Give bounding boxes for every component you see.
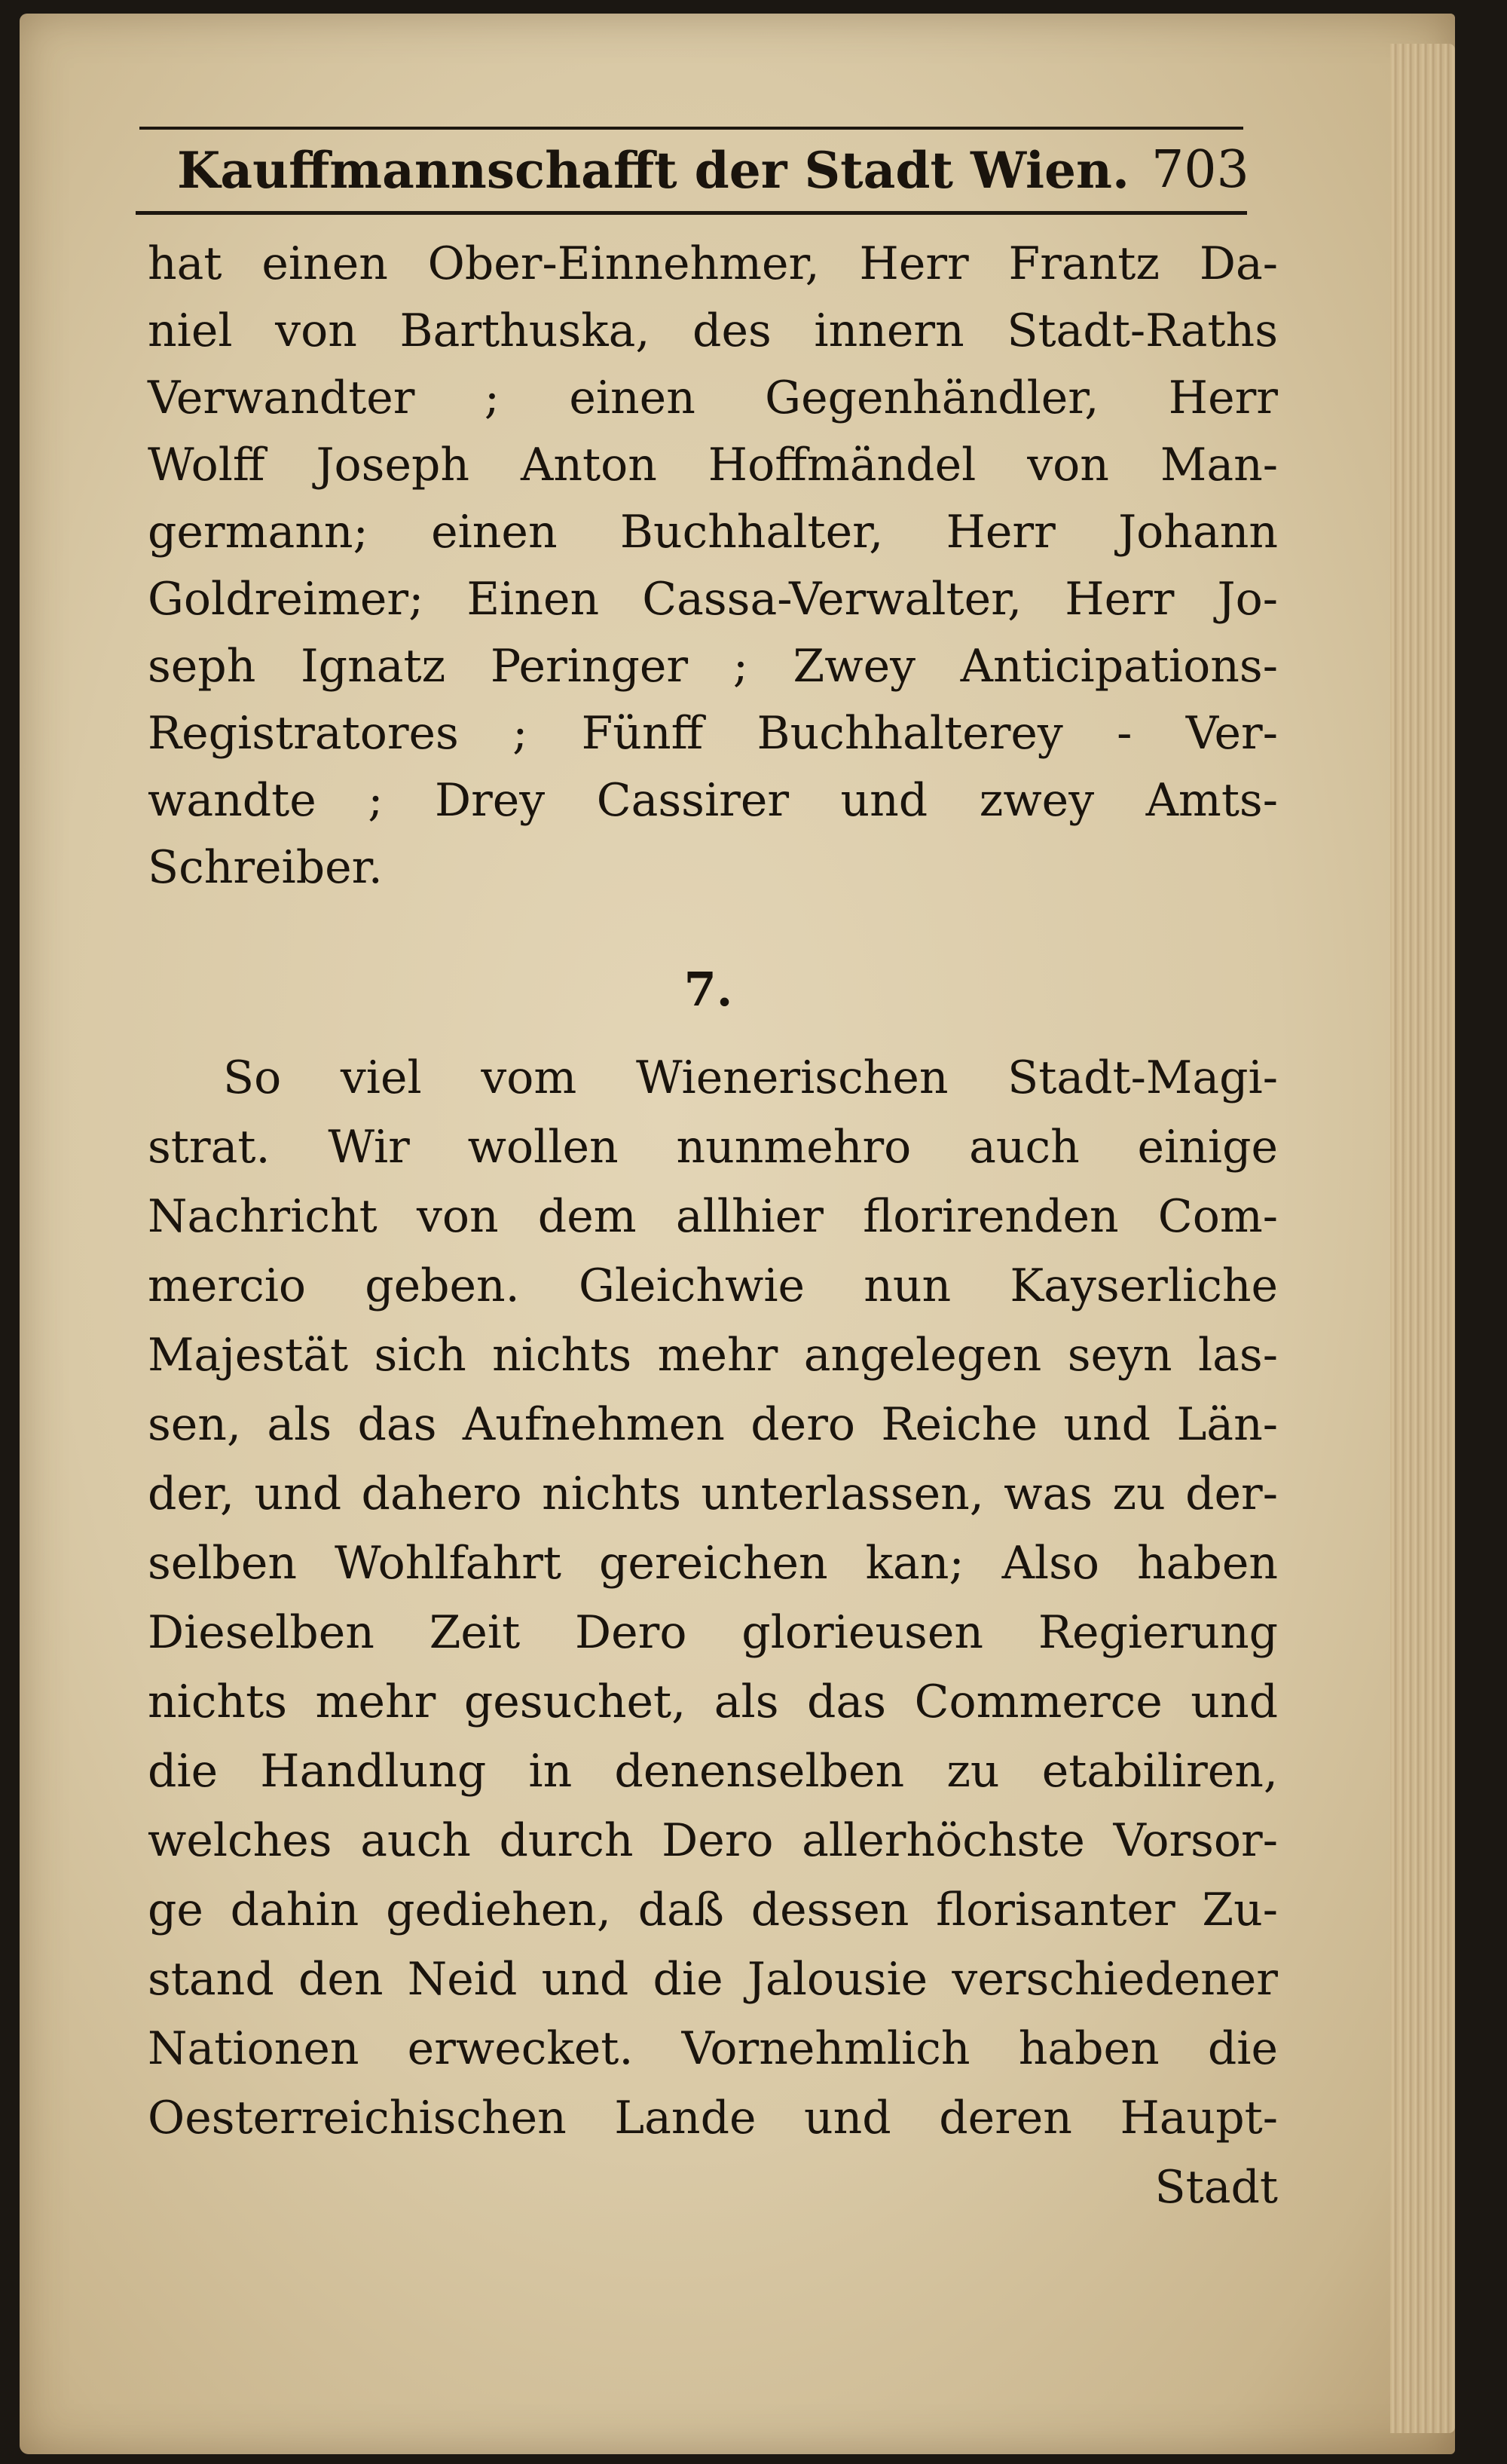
text-line: ge dahin gediehen, daß dessen florisanter Zu- bbox=[148, 1884, 1278, 1936]
text-line: Schreiber. bbox=[148, 841, 383, 894]
text-line: welches auch durch Dero allerhöchste Vorsor- bbox=[148, 1814, 1278, 1867]
text-line: Goldreimer; Einen Cassa-Verwalter, Herr Jo- bbox=[148, 573, 1278, 626]
running-head: Kauffmannschafft der Stadt Wien. bbox=[177, 141, 1129, 200]
catchword: Stadt bbox=[1154, 2161, 1278, 2214]
text-line: sen, als das Aufnehmen dero Reiche und Län- bbox=[148, 1398, 1278, 1451]
text-line: selben Wohlfahrt gereichen kan; Also haben bbox=[148, 1537, 1278, 1590]
page-number: 703 bbox=[1151, 140, 1249, 200]
text-line: germann; einen Buchhalter, Herr Johann bbox=[148, 506, 1278, 559]
text-line: Verwandter ; einen Gegenhändler, Herr bbox=[148, 372, 1278, 424]
text-line: Nachricht von dem allhier florirenden Com- bbox=[148, 1190, 1278, 1243]
text-line: mercio geben. Gleichwie nun Kayserliche bbox=[148, 1260, 1278, 1312]
text-line: nichts mehr gesuchet, als das Commerce und bbox=[148, 1676, 1278, 1728]
text-line: Majestät sich nichts mehr angelegen seyn las- bbox=[148, 1329, 1278, 1382]
text-line: Dieselben Zeit Dero glorieusen Regierung bbox=[148, 1606, 1278, 1659]
text-line: Nationen erwecket. Vornehmlich haben die bbox=[148, 2022, 1278, 2075]
text-line: wandte ; Drey Cassirer und zwey Amts- bbox=[148, 774, 1278, 827]
text-line: hat einen Ober-Einnehmer, Herr Frantz Da- bbox=[148, 237, 1278, 290]
text-line: Wolff Joseph Anton Hoffmändel von Man- bbox=[148, 439, 1278, 491]
text-line: So viel vom Wienerischen Stadt-Magi- bbox=[223, 1051, 1278, 1104]
text-line: die Handlung in denenselben zu etabiliren, bbox=[148, 1745, 1278, 1798]
text-line: stand den Neid und die Jalousie verschiedener bbox=[148, 1953, 1278, 2006]
header-rule-bottom bbox=[136, 211, 1247, 215]
text-line: Oesterreichischen Lande und deren Haupt- bbox=[148, 2092, 1278, 2144]
text-line: seph Ignatz Peringer ; Zwey Anticipations- bbox=[148, 640, 1278, 693]
page-edge bbox=[1390, 44, 1455, 2433]
text-line: niel von Barthuska, des innern Stadt-Raths bbox=[148, 305, 1278, 357]
text-line: Registratores ; Fünff Buchhalterey - Ver- bbox=[148, 707, 1278, 760]
header-rule-top bbox=[139, 127, 1243, 130]
section-number: 7. bbox=[683, 962, 733, 1017]
paragraph-1 bbox=[148, 231, 1278, 901]
paragraph-2 bbox=[148, 1045, 1278, 2221]
text-line: strat. Wir wollen nunmehro auch einige bbox=[148, 1121, 1278, 1174]
text-line: der, und dahero nichts unterlassen, was zu der- bbox=[148, 1468, 1278, 1520]
